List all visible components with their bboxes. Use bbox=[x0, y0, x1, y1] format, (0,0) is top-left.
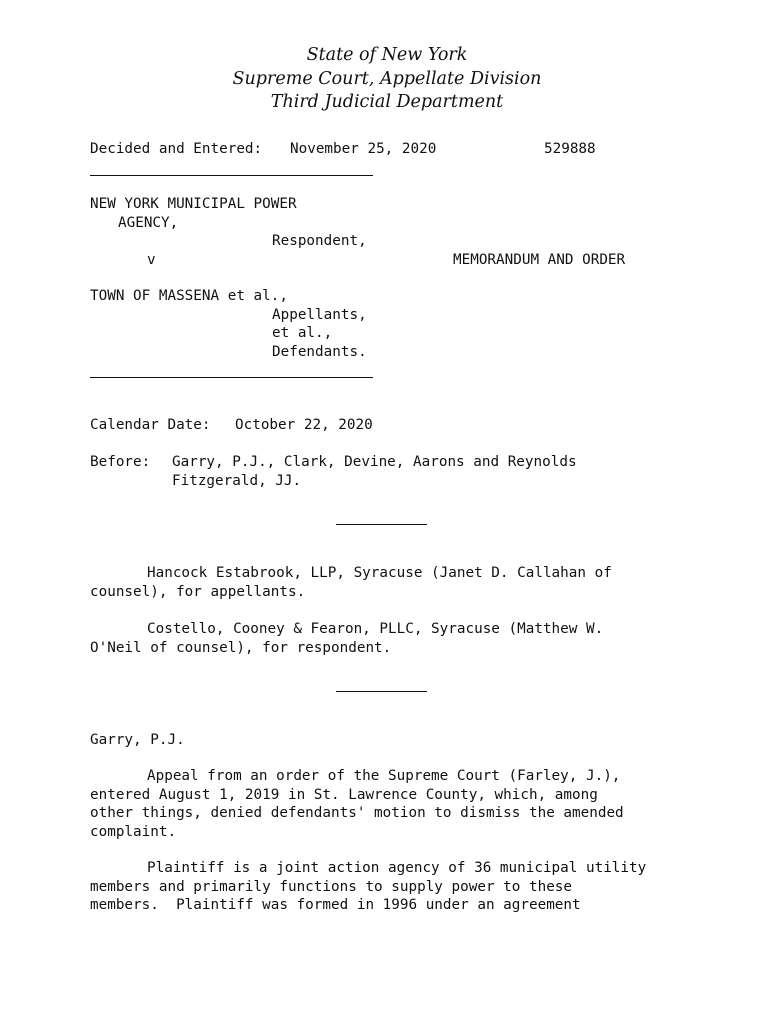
docket-number: 529888 bbox=[544, 141, 596, 157]
opinion-paragraph-1-line: entered August 1, 2019 in St. Lawrence County, which, among bbox=[90, 786, 598, 803]
opinion-paragraph-1-line: other things, denied defendants' motion to dismiss the amended bbox=[90, 805, 624, 821]
plaintiff-role: Respondent, bbox=[272, 233, 367, 249]
opinion-paragraph-2-line: Plaintiff is a joint action agency of 36 municipal utility bbox=[147, 860, 647, 876]
caption-bottom-rule bbox=[90, 377, 373, 378]
respondent-counsel-line2: O'Neil of counsel), for respondent. bbox=[90, 639, 392, 656]
court-state-title: State of New York bbox=[306, 45, 468, 65]
opinion-paragraph-1-line: complaint. bbox=[90, 823, 177, 840]
bench-judges-line2: Fitzgerald, JJ. bbox=[172, 472, 302, 489]
document-type: MEMORANDUM AND ORDER bbox=[453, 251, 626, 268]
calendar-label: Calendar Date: bbox=[90, 417, 211, 433]
calendar-date: October 22, 2020 bbox=[235, 417, 373, 433]
caption-top-rule bbox=[90, 175, 373, 176]
defendant-role-appellants: Appellants, bbox=[272, 306, 367, 323]
opinion-paragraph-2-line: members and primarily functions to supply power to these bbox=[90, 878, 573, 895]
court-department: Third Judicial Department bbox=[270, 92, 504, 112]
decided-label: Decided and Entered: bbox=[90, 141, 263, 157]
bench-label: Before: bbox=[90, 454, 151, 470]
decided-date: November 25, 2020 bbox=[290, 141, 437, 157]
opinion-author: Garry, P.J. bbox=[90, 732, 185, 748]
appellants-counsel-line2: counsel), for appellants. bbox=[90, 583, 306, 600]
plaintiff-name-line2: AGENCY, bbox=[118, 214, 179, 231]
defendant-name: TOWN OF MASSENA et al., bbox=[90, 288, 288, 304]
versus-label: v bbox=[147, 251, 156, 268]
appellants-counsel-line1: Hancock Estabrook, LLP, Syracuse (Janet D. Callahan of bbox=[147, 565, 612, 581]
section-divider-1 bbox=[336, 524, 427, 525]
plaintiff-name-line1: NEW YORK MUNICIPAL POWER bbox=[90, 196, 297, 212]
respondent-counsel-line1: Costello, Cooney & Fearon, PLLC, Syracuse (Matthew W. bbox=[147, 621, 604, 637]
bench-judges-line1: Garry, P.J., Clark, Devine, Aarons and Reynolds bbox=[172, 454, 577, 470]
opinion-paragraph-2-line: members. Plaintiff was formed in 1996 under an agreement bbox=[90, 897, 581, 913]
court-header bbox=[0, 44, 770, 115]
opinion-paragraph-1-line: Appeal from an order of the Supreme Court (Farley, J.), bbox=[147, 768, 621, 784]
court-name: Supreme Court, Appellate Division bbox=[232, 68, 542, 89]
section-divider-2 bbox=[336, 691, 427, 692]
defendant-role-defendants: Defendants. bbox=[272, 343, 367, 360]
defendant-role-et-al: et al., bbox=[272, 325, 333, 341]
